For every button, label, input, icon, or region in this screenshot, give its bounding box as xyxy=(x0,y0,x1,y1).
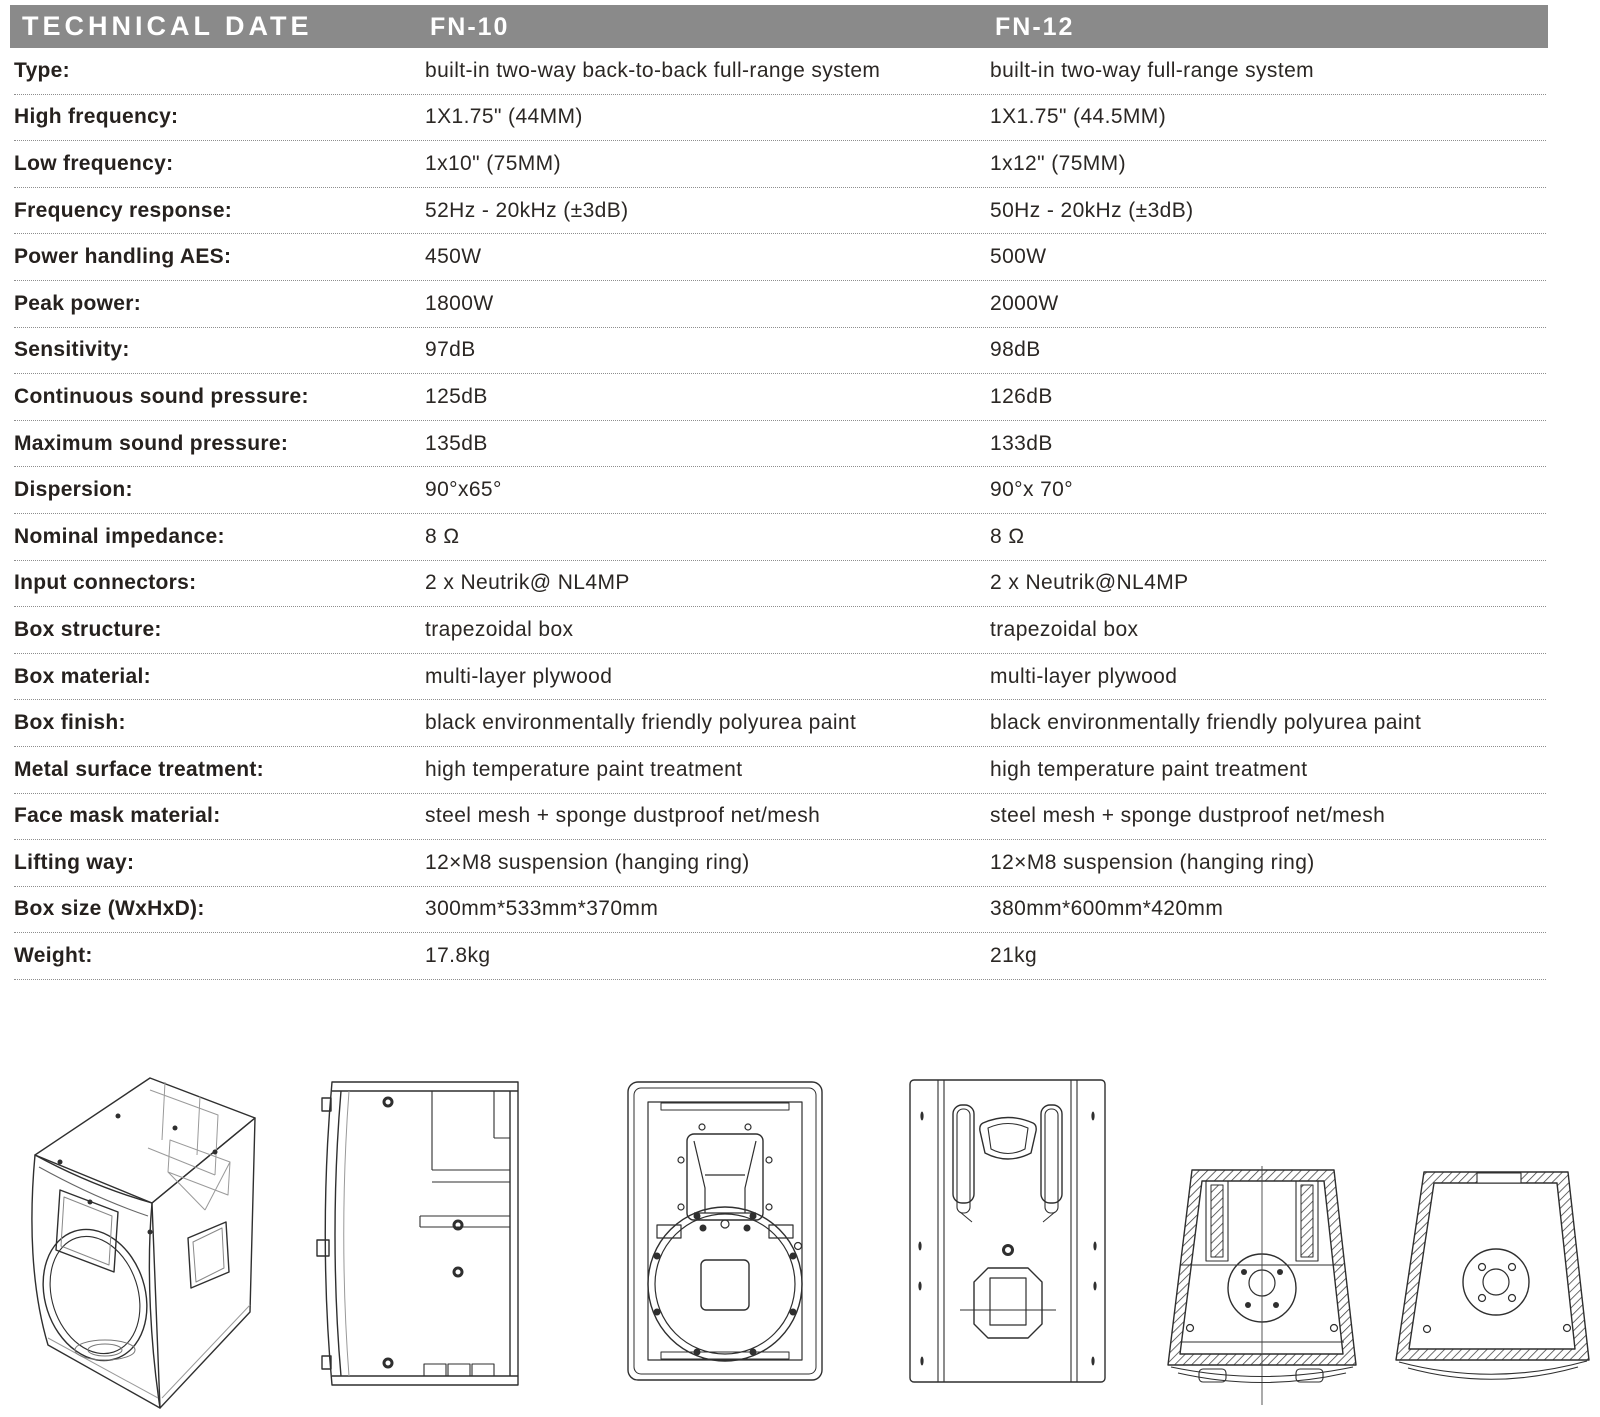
spec-value-fn12: 98dB xyxy=(990,338,1041,362)
spec-value-fn10: 125dB xyxy=(425,384,488,408)
spec-value-fn10: multi-layer plywood xyxy=(425,664,613,688)
spec-value-fn10: 52Hz - 20kHz (±3dB) xyxy=(425,198,629,222)
spec-value-fn12: 50Hz - 20kHz (±3dB) xyxy=(990,198,1194,222)
spec-label: Box material: xyxy=(14,664,151,688)
spec-value-fn12: 1X1.75" (44.5MM) xyxy=(990,105,1167,129)
spec-label: Face mask material: xyxy=(14,804,221,828)
spec-row-nominal-impedance xyxy=(14,514,1546,561)
spec-label: Weight: xyxy=(14,944,93,968)
spec-label: Continuous sound pressure: xyxy=(14,384,309,408)
spec-value-fn12: 380mm*600mm*420mm xyxy=(990,897,1224,921)
spec-value-fn10: 300mm*533mm*370mm xyxy=(425,897,659,921)
spec-value-fn12: 1x12" (75MM) xyxy=(990,151,1126,175)
spec-row-dispersion xyxy=(14,467,1546,514)
spec-row-low-frequency xyxy=(14,141,1546,188)
header-bar xyxy=(10,5,1548,48)
perspective-view xyxy=(27,1078,255,1408)
spec-label: Dispersion: xyxy=(14,478,133,502)
top-view xyxy=(1168,1166,1356,1405)
spec-value-fn12: 8 Ω xyxy=(990,524,1025,548)
spec-value-fn12: high temperature paint treatment xyxy=(990,757,1308,781)
spec-row-box-size xyxy=(14,887,1546,934)
spec-value-fn12: black environmentally friendly polyurea paint xyxy=(990,711,1422,735)
spec-row-input-connectors xyxy=(14,561,1546,608)
spec-value-fn10: built-in two-way back-to-back full-range system xyxy=(425,58,881,82)
spec-row-sensitivity xyxy=(14,328,1546,375)
spec-value-fn12: 12×M8 suspension (hanging ring) xyxy=(990,850,1315,874)
spec-value-fn12: 133dB xyxy=(990,431,1053,455)
spec-value-fn12: trapezoidal box xyxy=(990,617,1139,641)
spec-row-metal-surface xyxy=(14,747,1546,794)
spec-row-power-handling xyxy=(14,234,1546,281)
front-view xyxy=(628,1082,822,1380)
column-header-fn10: FN-10 xyxy=(430,13,510,41)
spec-row-weight xyxy=(14,933,1546,980)
spec-label: Nominal impedance: xyxy=(14,524,225,548)
spec-value-fn10: trapezoidal box xyxy=(425,617,574,641)
technical-drawings xyxy=(0,1020,1600,1417)
side-view xyxy=(317,1082,518,1385)
column-header-fn12: FN-12 xyxy=(995,13,1075,41)
spec-value-fn12: 90°x 70° xyxy=(990,478,1074,502)
spec-value-fn12: 2 x Neutrik@NL4MP xyxy=(990,571,1189,595)
spec-label: Power handling AES: xyxy=(14,245,232,269)
spec-label: Box finish: xyxy=(14,711,126,735)
spec-row-box-material xyxy=(14,654,1546,701)
spec-label: Lifting way: xyxy=(14,850,135,874)
spec-value-fn12: 2000W xyxy=(990,291,1059,315)
spec-row-box-finish xyxy=(14,700,1546,747)
spec-row-high-frequency xyxy=(14,95,1546,142)
spec-value-fn10: 97dB xyxy=(425,338,476,362)
spec-value-fn10: 450W xyxy=(425,245,482,269)
spec-value-fn12: steel mesh + sponge dustproof net/mesh xyxy=(990,804,1386,828)
spec-table xyxy=(14,48,1546,980)
spec-row-peak-power xyxy=(14,281,1546,328)
page-title: TECHNICAL DATE xyxy=(22,11,313,41)
spec-value-fn12: 126dB xyxy=(990,384,1053,408)
spec-value-fn12: built-in two-way full-range system xyxy=(990,58,1315,82)
spec-value-fn10: 8 Ω xyxy=(425,524,460,548)
spec-label: Maximum sound pressure: xyxy=(14,431,289,455)
spec-value-fn10: 1800W xyxy=(425,291,494,315)
spec-label: Low frequency: xyxy=(14,151,174,175)
spec-value-fn10: 17.8kg xyxy=(425,944,491,968)
spec-label: Type: xyxy=(14,58,70,82)
spec-value-fn10: 12×M8 suspension (hanging ring) xyxy=(425,850,750,874)
rear-view xyxy=(910,1080,1105,1382)
spec-row-face-mask xyxy=(14,794,1546,841)
spec-row-maximum-spl xyxy=(14,421,1546,468)
spec-row-continuous-spl xyxy=(14,374,1546,421)
spec-label: Box structure: xyxy=(14,617,162,641)
spec-label: Peak power: xyxy=(14,291,142,315)
spec-value-fn10: 1x10" (75MM) xyxy=(425,151,561,175)
spec-value-fn10: high temperature paint treatment xyxy=(425,757,743,781)
spec-label: High frequency: xyxy=(14,105,179,129)
spec-label: Input connectors: xyxy=(14,571,197,595)
spec-value-fn10: steel mesh + sponge dustproof net/mesh xyxy=(425,804,821,828)
spec-value-fn10: 135dB xyxy=(425,431,488,455)
spec-value-fn10: 2 x Neutrik@ NL4MP xyxy=(425,571,630,595)
spec-row-type xyxy=(14,48,1546,95)
spec-label: Frequency response: xyxy=(14,198,233,222)
spec-value-fn10: 90°x65° xyxy=(425,478,502,502)
bottom-view xyxy=(1396,1172,1589,1379)
spec-label: Sensitivity: xyxy=(14,338,130,362)
spec-value-fn10: 1X1.75" (44MM) xyxy=(425,105,583,129)
spec-value-fn12: multi-layer plywood xyxy=(990,664,1178,688)
spec-label: Box size (WxHxD): xyxy=(14,897,205,921)
spec-row-lifting-way xyxy=(14,840,1546,887)
spec-value-fn12: 21kg xyxy=(990,944,1038,968)
spec-row-box-structure xyxy=(14,607,1546,654)
spec-value-fn10: black environmentally friendly polyurea paint xyxy=(425,711,857,735)
spec-label: Metal surface treatment: xyxy=(14,757,264,781)
spec-value-fn12: 500W xyxy=(990,245,1047,269)
spec-row-frequency-response xyxy=(14,188,1546,235)
